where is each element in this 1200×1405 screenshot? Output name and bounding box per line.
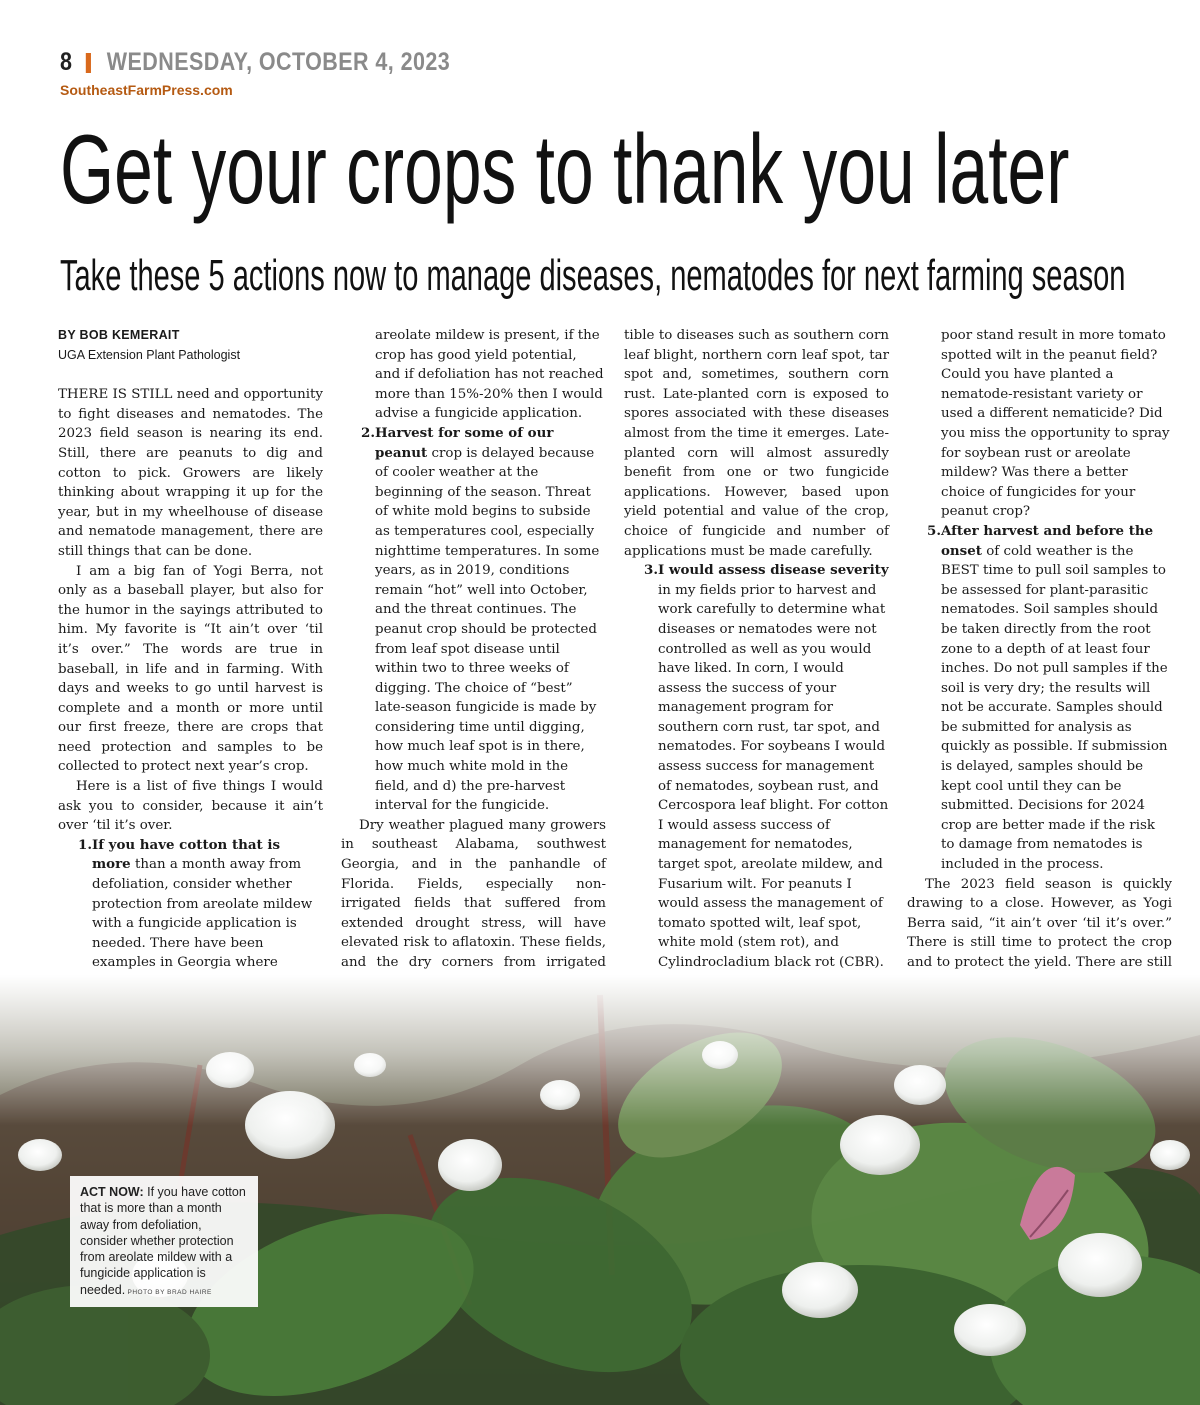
- list-item-lead: Harvest for some of our peanut: [375, 424, 554, 461]
- byline: BY BOB KEMERAIT: [58, 328, 180, 342]
- list-item-lead: I would assess disease severity: [658, 562, 889, 579]
- caption-text: If you have cotton that is more than a month away from defoliation, consider whether protection from areolate mildew with a fungicide application is needed.: [80, 1185, 246, 1297]
- list-item-1: 1. If you have cotton that is more than a month away from defoliation, consider whether protection from areolate mildew with a fungicide application is needed. There have been examples in Georgia where: [58, 836, 323, 1032]
- photo-caption: [70, 1176, 258, 1307]
- paragraph: I am a big fan of Yogi Berra, not only as a baseball player, but also for the humor in the sayings attributed to him. My favorite is “It ain’t over ‘til it’s over.” The words are true in baseball, in life and in farming. With days and weeks to go until harvest is complete and a month or more until our first freeze, there are crops that need protection and samples to be collected to protect next year’s crop.: [58, 563, 323, 775]
- list-item-body: than a month away from defoliation, consider whether protection from areolate mildew with a fungicide application is needed. There have been examples in Georgia where: [92, 857, 313, 971]
- author-affiliation: UGA Extension Plant Pathologist: [58, 347, 241, 362]
- list-item-2: 2. Harvest for some of our peanut crop is delayed because of cooler weather at the beginning of the season. Threat of white mold begins to subside as temperatures cool, especially nighttime temperatures. In some years, as in 2019, conditions remain “hot” well into October, and the threat continues. The peanut crop should be protected from leaf spot disease until within two to three weeks of digging. The choice of “best” late-season fungicide is made by considering time until digging, how much leaf spot is in there, how much white mold in the field, and d) the pre-harvest interval for the fungicide.: [361, 424, 600, 814]
- website-link[interactable]: SoutheastFarmPress.com: [60, 82, 233, 98]
- list-item-body: in my fields prior to harvest and work carefully to determine what diseases or nematodes were not controlled as well as you would have liked. In corn, I would assess the success of your management program for southern corn rust, tar spot, and nematodes. For soybeans I would assess success for management of nematodes, soybean rust, and Cercospora leaf blight. For cotton I would assess success of management for nematodes, target spot, areolate mildew, and Fusarium wilt. For peanuts I would assess the management of tomato spotted wilt, leaf spot, white mold (stem rot), and Cylindrocladium black rot (CBR).: [658, 582, 889, 970]
- paragraph: tible to diseases such as southern corn leaf blight, northern corn leaf spot, tar spot and, sometimes, southern corn rust. Late-planted corn is exposed to spores associated with these diseases almost from the time it emerges. Late-planted corn will almost assuredly benefit from one or two fungicide applications. However, based upon yield potential and value of the crop, choice of fungicide and number of applications must be made carefully.: [624, 328, 889, 559]
- headline: Get your crops to thank you later: [60, 114, 1070, 224]
- list-item-lead: If you have cotton that is more: [92, 836, 281, 873]
- list-item-1-continued: areolate mildew is present, if the crop has good yield potential, and if defoliation has not reached more than 15%-20% then I would advise a fungicide application.: [375, 328, 604, 422]
- article-column-3: [624, 326, 889, 1071]
- caption-lead: ACT NOW:: [80, 1185, 144, 1199]
- list-item-5: 5. After harvest and before the onset of cold weather is the BEST time to pull soil samples to be assessed for plant-parasitic nematodes. Soil samples should be taken directly from the root zone to a depth of at least four inches. Do not pull samples if the soil is very dry; the results will not be accurate. Samples should be submitted for analysis as quickly as possible. If submission is delayed, samples should be kept cool until they can be submitted. Decisions for 2024 crop are better made if the risk to damage from nematodes is included in the process.: [927, 522, 1168, 873]
- issue-date: WEDNESDAY, OCTOBER 4, 2023: [106, 48, 451, 76]
- article-column-2: [341, 326, 606, 1071]
- list-item-body: of cold weather is the BEST time to pull soil samples to be assessed for plant-parasitic nematodes. Soil samples should be taken directly from the root zone to a depth of at least four inches. Do not pull samples if the soil is very dry; the results will not be accurate. Samples should be submitted for analysis as quickly as possible. If submission is delayed, samples should be kept cool until they can be submitted. Decisions for 2024 crop are better made if the risk to damage from nematodes is included in the process.: [941, 543, 1168, 873]
- photo-credit: PHOTO BY BRAD HAIRE: [125, 1288, 212, 1296]
- page-number: 8: [60, 48, 73, 76]
- list-item-4-continued: poor stand result in more tomato spotted wilt in the peanut field? Could you have planted a nematode-resistant variety or used a different nematicide? Did you miss the opportunity to spray for soybean rust or areolate mildew? Was there a better choice of fungicides for your peanut crop?: [941, 328, 1170, 520]
- paragraph: THERE IS STILL need and opportunity to fight diseases and nematodes. The 2023 field season is nearing its end. Still, there are peanuts to dig and cotton to pick. Growers are likely thinking about wrapping it up for the year, but in my wheelhouse of disease and nematode management, there are still things that can be done.: [58, 387, 323, 559]
- list-item-body: crop is delayed because of cooler weather at the beginning of the season. Threat of white mold begins to subside as temperatures cool, especially nighttime temperatures. In some years, as in 2019, conditions remain “hot” well into October, and the threat continues. The peanut crop should be protected from leaf spot disease until within two to three weeks of digging. The choice of “best” late-season fungicide is made by considering time until digging, how much leaf spot is in there, how much white mold in the field, and d) the pre-harvest interval for the fungicide.: [375, 445, 600, 814]
- article-column-1: [58, 326, 323, 1032]
- page-folio: [60, 48, 450, 77]
- list-item-lead: After harvest and before the onset: [941, 522, 1154, 559]
- list-item-3: 3. I would assess disease severity in my fields prior to harvest and work carefully to determine what diseases or nematodes were not controlled as well as you would have liked. In corn, I would assess the success of your management program for southern corn rust, tar spot, and nematodes. For soybeans I would assess success for management of nematodes, soybean rust, and Cercospora leaf blight. For cotton I would assess success of management for nematodes, target spot, areolate mildew, and Fusarium wilt. For peanuts I would assess the management of tomato spotted wilt, leaf spot, white mold (stem rot), and Cylindrocladium black rot (CBR).: [644, 562, 889, 970]
- folio-divider: [86, 53, 91, 73]
- deck-subheadline: Take these 5 actions now to manage diseases, nematodes for next farming season: [60, 251, 1126, 300]
- paragraph: Dry weather plagued many growers in southeast Alabama, southwest Georgia, and in the panhandle of Florida. Fields, especially non-irrigated fields that suffered from extended drought stress, will have elevated risk to aflatoxin. These fields, and the dry corners from irrigated: [341, 817, 606, 970]
- article-column-4: [907, 326, 1172, 1051]
- paragraph: The 2023 field season is quickly drawing to a close. However, as Yogi Berra said, “it ain’t over ‘til it’s over.” There is still time to protect the crop and to protect the yield. There are still: [907, 876, 1172, 970]
- paragraph: Here is a list of five things I would ask you to consider, because it ain’t over ‘til it’s over.: [58, 779, 323, 834]
